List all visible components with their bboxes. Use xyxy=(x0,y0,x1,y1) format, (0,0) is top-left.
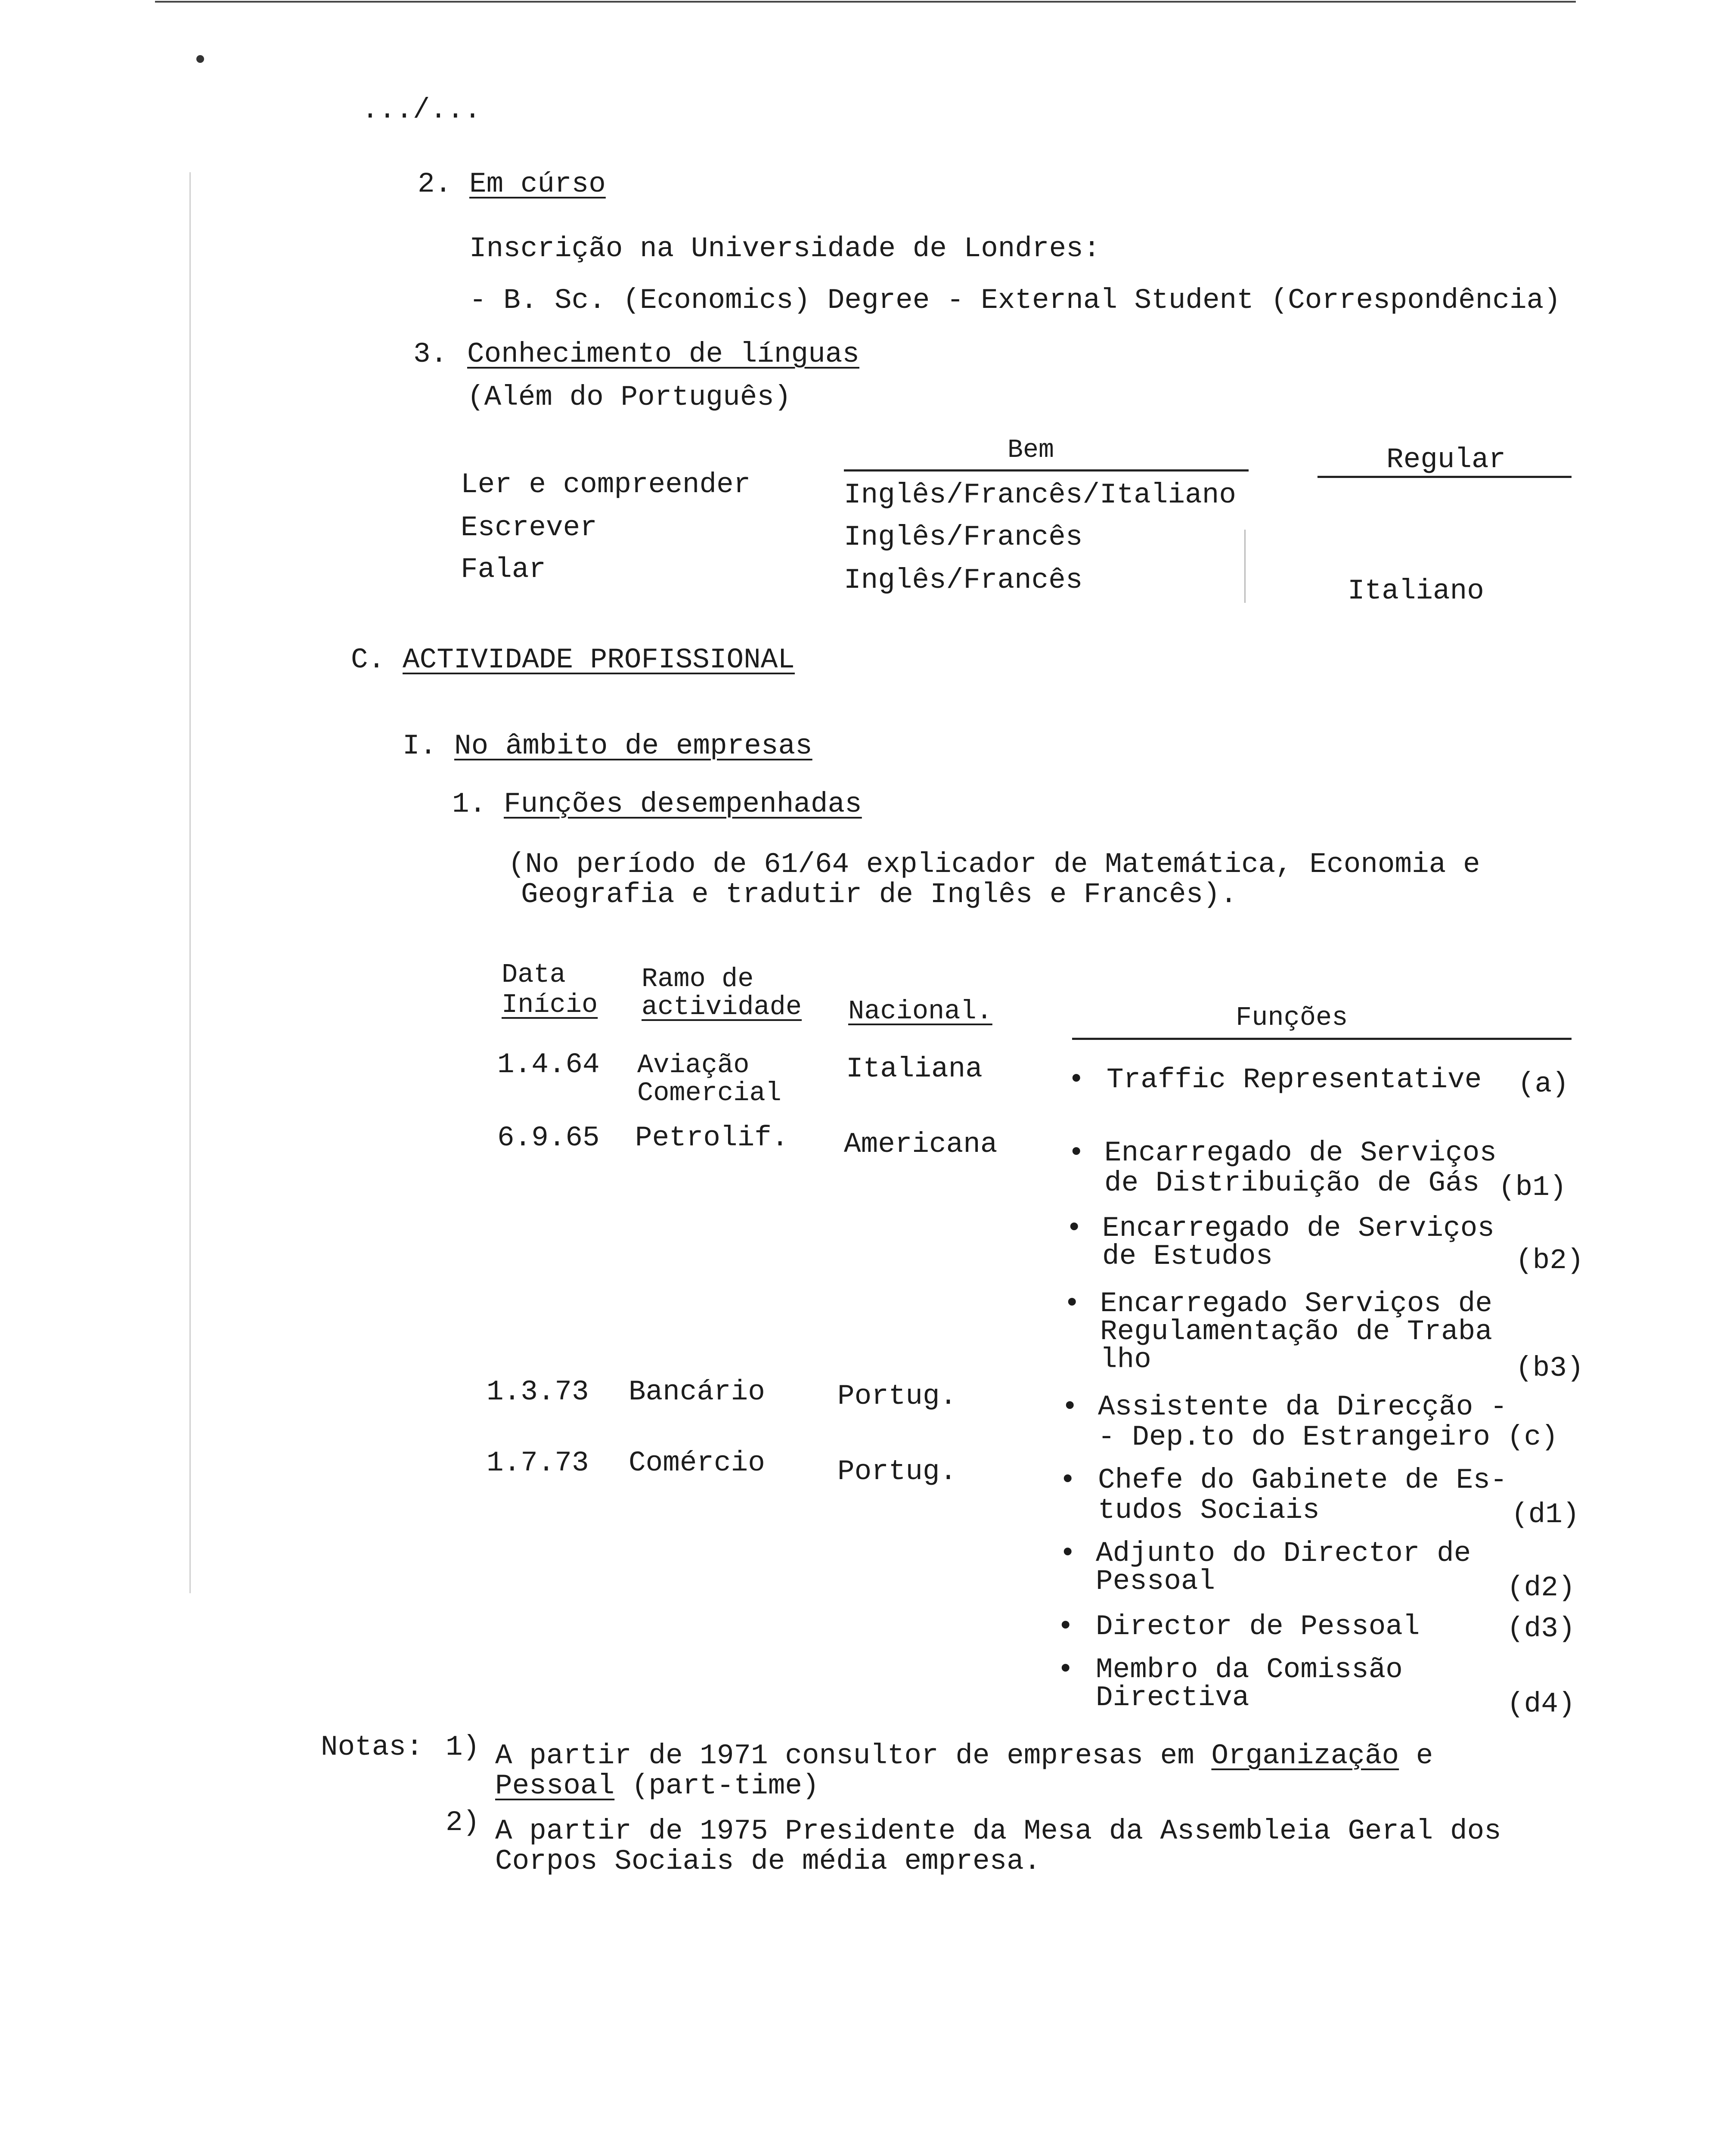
funcao-c-code: (c) xyxy=(1507,1421,1558,1453)
lang-skill-1: Escrever xyxy=(461,512,597,544)
note1-pessoal: Pessoal xyxy=(495,1770,615,1802)
funcao-d2-line1: Adjunto do Director de xyxy=(1096,1537,1471,1570)
funcao-c-line2: - Dep.to do Estrangeiro xyxy=(1098,1421,1490,1453)
note2-line2: Corpos Sociais de média empresa. xyxy=(495,1845,1041,1877)
funcao-bullet: • xyxy=(1068,1064,1085,1096)
job-nacional-2: Portug. xyxy=(837,1380,957,1412)
job-date-3: 1.7.73 xyxy=(487,1447,589,1479)
header-ramo: Ramo de xyxy=(642,964,754,994)
header-nacional: Nacional. xyxy=(848,996,992,1027)
job-ramo-0b: Comercial xyxy=(637,1078,781,1108)
note1-parttime: (part-time) xyxy=(614,1770,819,1802)
job-ramo-1: Petrolif. xyxy=(635,1122,789,1154)
funcao-d4-line2: Directiva xyxy=(1096,1681,1249,1714)
funcao-b3-code: (b3) xyxy=(1516,1352,1584,1384)
section3-subtitle: (Além do Português) xyxy=(467,381,791,413)
job-ramo-2: Bancário xyxy=(629,1376,765,1408)
sectionC-letter: C. xyxy=(351,644,385,676)
section2-line1: Inscrição na Universidade de Londres: xyxy=(469,233,1100,265)
funcao-bullet: • xyxy=(1057,1654,1074,1686)
funcao-d1-line1: Chefe do Gabinete de Es- xyxy=(1098,1464,1507,1496)
funcao-b1-line1: Encarregado de Serviços xyxy=(1104,1137,1497,1169)
sub1-number: 1. xyxy=(452,788,487,820)
header-data: Data xyxy=(502,959,566,990)
funcao-bullet: • xyxy=(1061,1391,1079,1423)
header-funcoes: Funções xyxy=(1236,1002,1348,1033)
note2-line1: A partir de 1975 Presidente da Mesa da Assembleia Geral dos xyxy=(495,1815,1501,1847)
sectionI-title: No âmbito de empresas xyxy=(454,730,812,762)
note1-text-a: A partir de 1971 consultor de empresas em xyxy=(495,1740,1212,1772)
note1-organizacao: Organização xyxy=(1211,1740,1399,1772)
lang-skill-2: Falar xyxy=(461,553,546,586)
sectionC-title: ACTIVIDADE PROFISSIONAL xyxy=(403,644,795,676)
funcao-d2-line2: Pessoal xyxy=(1096,1565,1215,1598)
funcao-b2-line2: de Estudos xyxy=(1102,1240,1273,1272)
funcao-d2-code: (d2) xyxy=(1507,1572,1575,1604)
funcao-d1-code: (d1) xyxy=(1511,1498,1580,1531)
job-nacional-1: Americana xyxy=(844,1128,998,1160)
continuation-mark: .../... xyxy=(362,94,481,126)
note2-marker: 2) xyxy=(446,1806,480,1839)
funcao-d3-code: (d3) xyxy=(1507,1613,1575,1645)
lang-regular-rule xyxy=(1318,476,1572,478)
lang-column-separator xyxy=(1244,530,1246,603)
header-inicio: Início xyxy=(502,990,598,1020)
job-ramo-3: Comércio xyxy=(629,1447,765,1479)
section2-line2: - B. Sc. (Economics) Degree - External Student (Correspondência) xyxy=(469,284,1561,316)
funcao-a-code: (a) xyxy=(1518,1068,1569,1100)
punch-dot xyxy=(196,55,204,63)
lang-bem-1: Inglês/Francês xyxy=(844,521,1083,553)
lang-bem-2: Inglês/Francês xyxy=(844,564,1083,596)
funcao-d4-line1: Membro da Comissão xyxy=(1096,1654,1403,1686)
funcao-b2-code: (b2) xyxy=(1516,1244,1584,1277)
funcoes-header-rule xyxy=(1072,1038,1572,1040)
note1-text-b: e xyxy=(1399,1740,1433,1772)
funcao-b3-line2: Regulamentação de Traba xyxy=(1100,1315,1492,1348)
funcao-bullet: • xyxy=(1059,1537,1076,1570)
left-margin-mark xyxy=(189,172,191,1593)
funcao-b3-line3: lho xyxy=(1100,1343,1151,1376)
funcao-d4-code: (d4) xyxy=(1507,1688,1575,1720)
lang-header-regular: Regular xyxy=(1386,444,1506,476)
funcao-bullet: • xyxy=(1059,1464,1076,1496)
header-actividade: actividade xyxy=(642,992,802,1022)
funcao-d1-line2: tudos Sociais xyxy=(1098,1494,1320,1526)
section2-number: 2. xyxy=(418,168,452,200)
lang-bem-0: Inglês/Francês/Italiano xyxy=(844,479,1236,511)
funcao-d3-line1: Director de Pessoal xyxy=(1096,1610,1420,1643)
sub1-title: Funções desempenhadas xyxy=(504,788,862,820)
funcao-b1-code: (b1) xyxy=(1498,1171,1567,1204)
funcao-c-line1: Assistente da Direcção - xyxy=(1098,1391,1507,1423)
period-note-line2: Geografia e tradutir de Inglês e Francês). xyxy=(521,878,1237,911)
job-ramo-0a: Aviação xyxy=(637,1050,750,1080)
section2-title: Em cúrso xyxy=(469,168,606,200)
sectionI-number: I. xyxy=(403,730,437,762)
job-nacional-3: Portug. xyxy=(837,1455,957,1488)
period-note-line1: (No período de 61/64 explicador de Matemática, Economia e xyxy=(508,848,1480,881)
lang-header-bem: Bem xyxy=(1008,436,1054,465)
section3-number: 3. xyxy=(413,338,448,370)
funcao-bullet: • xyxy=(1066,1212,1083,1244)
job-nacional-0: Italiana xyxy=(846,1053,983,1085)
top-edge-line xyxy=(155,1,1576,3)
funcao-bullet: • xyxy=(1057,1610,1074,1643)
lang-bem-rule xyxy=(844,469,1249,472)
job-date-1: 6.9.65 xyxy=(497,1122,600,1154)
lang-regular-2: Italiano xyxy=(1348,575,1484,607)
note1-line2 xyxy=(495,1770,819,1802)
note1-line1 xyxy=(495,1740,1433,1772)
notes-label: Notas: xyxy=(321,1731,423,1763)
funcao-a-line1: Traffic Representative xyxy=(1107,1064,1482,1096)
funcao-b3-line1: Encarregado Serviços de xyxy=(1100,1287,1492,1320)
section3-title: Conhecimento de línguas xyxy=(467,338,859,370)
funcao-b2-line1: Encarregado de Serviços xyxy=(1102,1212,1494,1244)
lang-skill-0: Ler e compreender xyxy=(461,468,751,501)
note1-marker: 1) xyxy=(446,1731,480,1763)
funcao-b1-line2: de Distribuição de Gás xyxy=(1104,1167,1480,1199)
funcao-bullet: • xyxy=(1068,1137,1085,1169)
job-date-0: 1.4.64 xyxy=(497,1049,600,1081)
funcao-bullet: • xyxy=(1063,1287,1081,1320)
job-date-2: 1.3.73 xyxy=(487,1376,589,1408)
